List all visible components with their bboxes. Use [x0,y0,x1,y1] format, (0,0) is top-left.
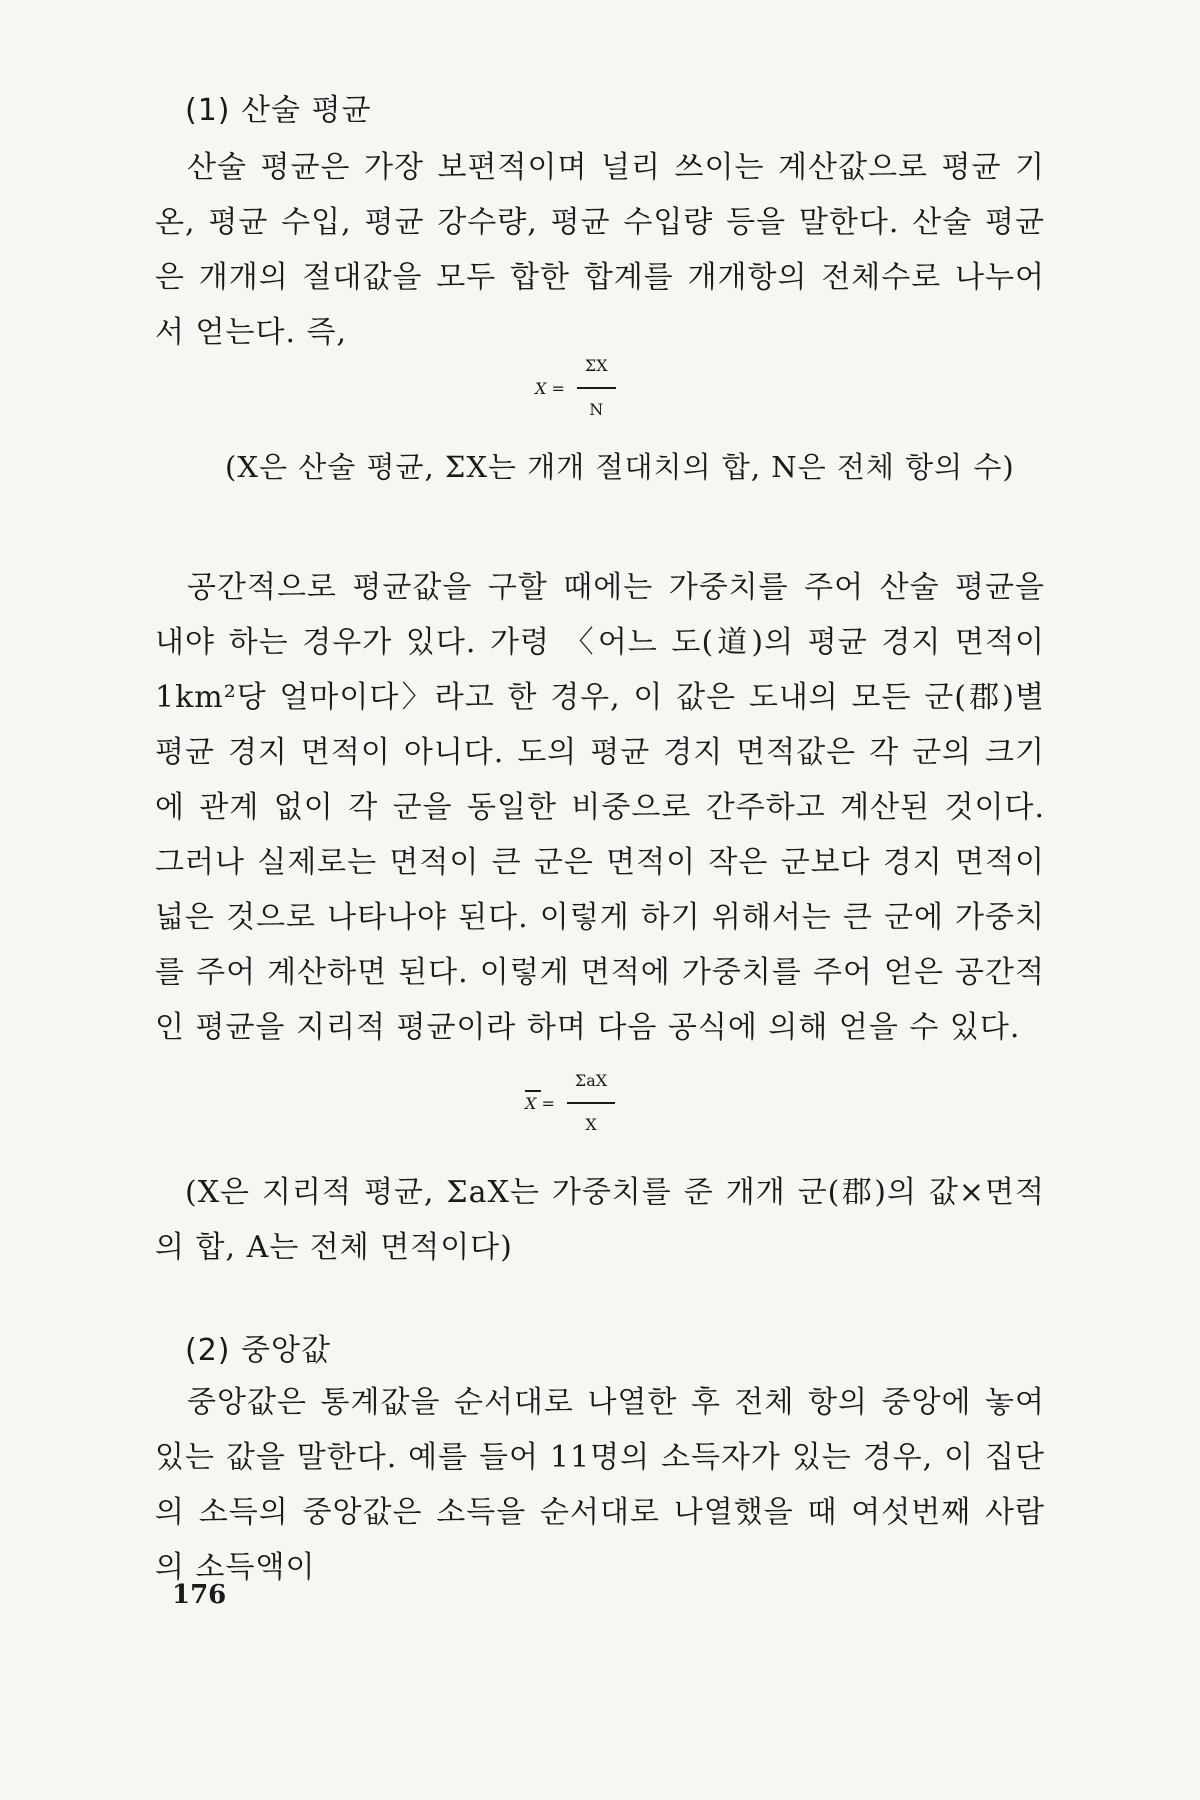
formula2-note: (X은 지리적 평균, ΣaX는 가중치를 준 개개 군(郡)의 값×면적의 합, A는 전체 면적이다) [155,1175,1045,1265]
formula2-lhs-text: X = [525,1093,555,1113]
section1-heading: (1) 산술 평균 [185,93,372,128]
geographic-mean-formula [525,1060,615,1146]
overbar [525,1090,541,1092]
section1-paragraph2: 공간적으로 평균값을 구할 때에는 가중치를 주어 산술 평균을 내야 하는 경우가 있다. 가령 〈어느 도(道)의 평균 경지 면적이 1km²당 얼마이다〉라고 한 경우, 이 값은 도내의 모든 군(郡)별 평균 경지 면적이 아니다. 도의 평균 경지 면적값은 각 군의 크기에 관계 없이 각 군을 동일한 비중으로 간주하고 계산된 것이다. 그러나 실제로는 면적이 큰 군은 면적이 작은 군보다 경지 면적이 넓은 것으로 나타나야 된다. 이렇게 하기 위해서는 큰 군에 가중치를 주어 계산하면 된다. 이렇게 면적에 가중치를 주어 얻은 공간적인 평균을 지리적 평균이라 하며 다음 공식에 의해 얻을 수 있다. [155,570,1045,1045]
formula-note: (X은 산술 평균, ΣX는 개개 절대치의 합, N은 전체 항의 수) [225,450,1015,484]
formula2-denominator: X [585,1115,597,1134]
page-number: 176 [172,1580,227,1610]
formula-lhs: X = [535,378,565,398]
formula-numerator: ΣX [577,345,616,389]
section2-paragraph: 중앙값은 통계값을 순서대로 나열한 후 전체 항의 중앙에 놓여 있는 값을 말한다. 예를 들어 11명의 소득자가 있는 경우, 이 집단의 소득의 중앙값은 소득을 순서대로 나열했을 때 여섯번째 사람의 소득액이 [155,1385,1045,1585]
formula2-numerator: ΣaX [567,1060,615,1104]
arithmetic-mean-formula [535,345,616,431]
formula2-lhs [525,1094,555,1113]
formula-denominator: N [589,400,604,419]
section1-paragraph: 산술 평균은 가장 보편적이며 널리 쓰이는 계산값으로 평균 기온, 평균 수입, 평균 강수량, 평균 수입량 등을 말한다. 산술 평균은 개개의 절대값을 모두 합한 합계를 개개항의 전체수로 나누어서 얻는다. 즉, [155,150,1045,350]
section2-heading: (2) 중앙값 [185,1333,331,1368]
